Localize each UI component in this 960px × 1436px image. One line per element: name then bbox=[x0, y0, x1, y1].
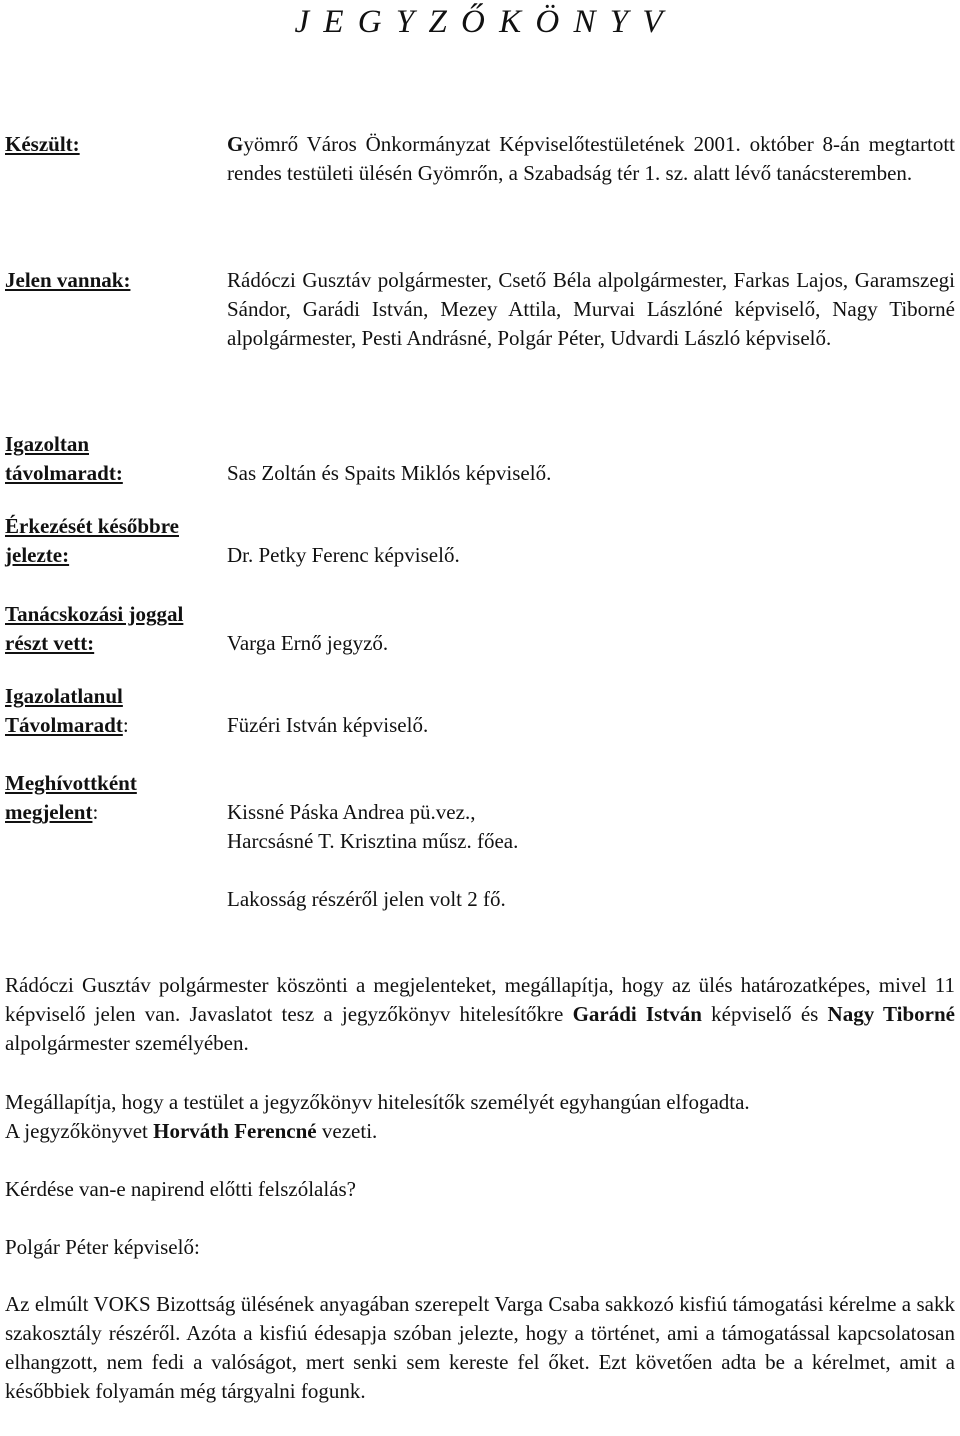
value-jelen-vannak: Rádóczi Gusztáv polgármester, Csető Béla alpolgármester, Farkas Lajos, Garamszegi Sándor, Garádi István, Mezey Attila, Murvai Lászlóné képviselő, Nagy Tiborné alpolgármester, Pesti Andrásné, Polgár Péter, Udvardi László képviselő. bbox=[227, 268, 955, 350]
question-line: Kérdése van-e napirend előtti felszólalás? bbox=[5, 1177, 357, 1201]
paragraph-approval-line-2a: A jegyzőkönyvet bbox=[5, 1119, 154, 1143]
label-meghivott-2-wrap bbox=[5, 798, 98, 827]
label-meghivott-colon: : bbox=[92, 800, 99, 824]
paragraph-opening-text-a: Rádóczi Gusztáv polgármester köszönti a megjelenteket, megállapítja, hogy az ülés határozatképes, mivel 11 képviselő jelen van. Javaslatot tesz a jegyzőkönyv hitelesítőkre bbox=[5, 973, 955, 1026]
paragraph-approval-line-2b: vezeti. bbox=[316, 1119, 378, 1143]
value-meghivott-2: Harcsásné T. Krisztina műsz. főea. bbox=[227, 829, 519, 853]
value-meghivott-1: Kissné Páska Andrea pü.vez., bbox=[227, 800, 476, 824]
label-igazoltan-2: távolmaradt: bbox=[5, 461, 123, 485]
value-lakossag: Lakosság részéről jelen volt 2 fő. bbox=[227, 887, 506, 911]
label-igazolatlanul-colon: : bbox=[122, 713, 129, 737]
value-keszult-initial: G bbox=[227, 132, 244, 156]
value-erkezeset: Dr. Petky Ferenc képviselő. bbox=[227, 543, 460, 567]
paragraph-voks: Az elmúlt VOKS Bizottság ülésének anyagában szerepelt Varga Csaba sakkozó kisfiú támogatási kérelme a sakk szakosztály részéről. Azóta a kisfiú édesapja szóban jelezte, hogy a történet, ami a támogatással kapcsolatosan elhangzott, nem fedi a valóságot, mert senki sem kereste fel őket. Ezt követően adta be a kérelmet, amit a későbbiek folyamán még tárgyalni fogunk. bbox=[5, 1292, 955, 1403]
value-keszult-text: yömrő Város Önkormányzat Képviselőtestületének 2001. október 8-án megtartott rendes testületi ülésén Gyömrőn, a Szabadság tér 1. sz. alatt lévő tanácsteremben. bbox=[227, 132, 955, 185]
value-igazolatlanul: Füzéri István képviselő. bbox=[227, 713, 429, 737]
paragraph-approval-line-2 bbox=[5, 1117, 955, 1146]
label-keszult: Készült: bbox=[5, 132, 80, 156]
label-erkezeset-1: Érkezését későbbre bbox=[5, 514, 179, 538]
label-meghivott-2: megjelent bbox=[5, 800, 93, 824]
label-tanacskozasi-1: Tanácskozási joggal bbox=[5, 602, 184, 626]
label-jelen-vannak: Jelen vannak: bbox=[5, 268, 131, 292]
paragraph-opening-text-b: képviselő és bbox=[701, 1002, 828, 1026]
value-igazoltan: Sas Zoltán és Spaits Miklós képviselő. bbox=[227, 461, 552, 485]
label-meghivott-1: Meghívottként bbox=[5, 771, 137, 795]
paragraph-approval-line-1: Megállapítja, hogy a testület a jegyzőkönyv hitelesítők személyét egyhangúan elfogadta. bbox=[5, 1090, 750, 1114]
paragraph-opening bbox=[5, 971, 955, 1058]
label-tanacskozasi-2: részt vett: bbox=[5, 631, 95, 655]
label-igazolatlanul-1: Igazolatlanul bbox=[5, 684, 123, 708]
paragraph-opening-text-c: alpolgármester személyében. bbox=[5, 1031, 249, 1055]
value-keszult bbox=[227, 130, 955, 188]
paragraph-opening-bold-1: Garádi István bbox=[572, 1002, 702, 1026]
label-igazolatlanul-2: Távolmaradt bbox=[5, 713, 123, 737]
label-erkezeset-2: jelezte: bbox=[5, 543, 70, 567]
speaker-polgar: Polgár Péter képviselő: bbox=[5, 1235, 200, 1259]
paragraph-approval-recorder: Horváth Ferencné bbox=[153, 1119, 317, 1143]
paragraph-opening-bold-2: Nagy Tiborné bbox=[827, 1002, 955, 1026]
value-tanacskozasi: Varga Ernő jegyző. bbox=[227, 631, 389, 655]
document-title: J E G Y Z Ő K Ö N Y V bbox=[294, 4, 666, 40]
label-igazoltan-1: Igazoltan bbox=[5, 432, 89, 456]
label-igazolatlanul-2-wrap bbox=[5, 711, 129, 740]
